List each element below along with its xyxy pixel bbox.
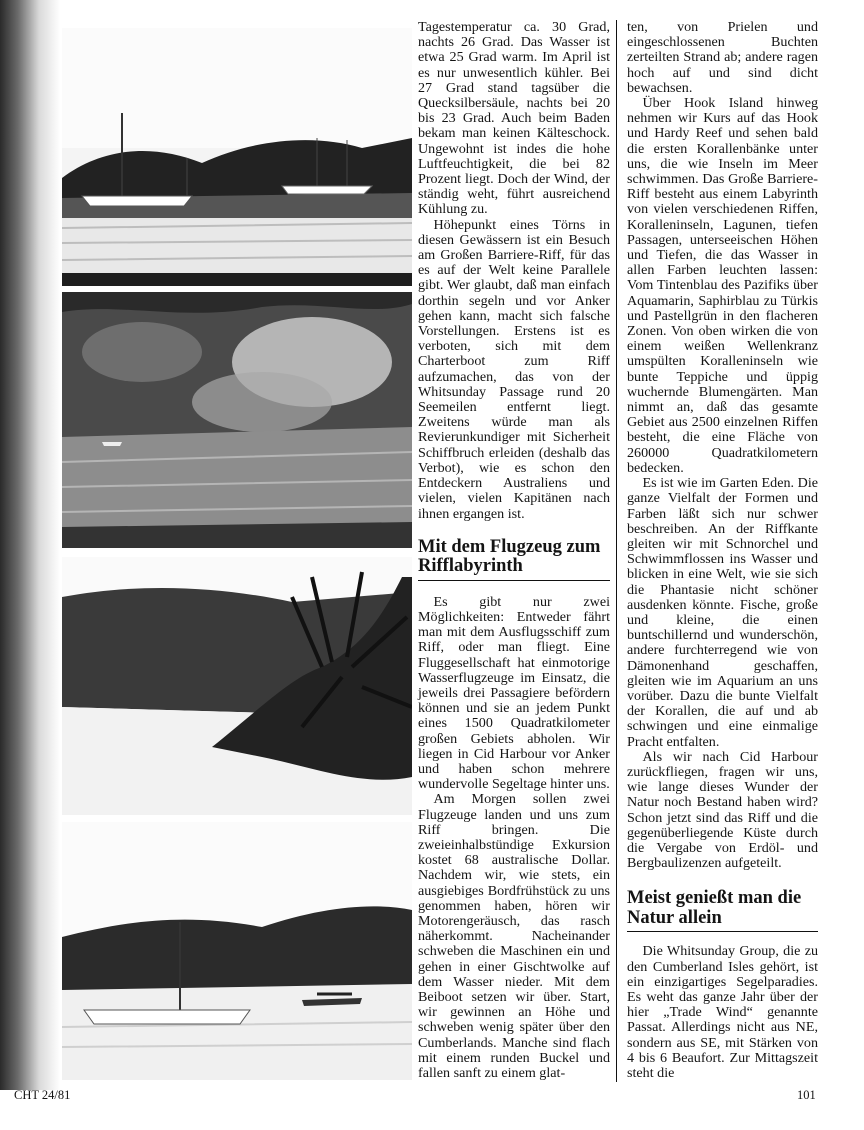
column-divider	[616, 20, 617, 1082]
section-heading: Meist genießt man die Natur allein	[627, 889, 818, 932]
paragraph: Als wir nach Cid Harbour zurückfliegen, fragen wir uns, wie lange dieses Wunder der Natur noch Bestand haben wird? Schon jetzt sind das Riff und die gegenüberliegende Küste durch die Vergabe von Erdöl- und Bergbaulizenzen aufgeteilt.	[627, 748, 818, 872]
paragraph: Über Hook Island hinweg nehmen wir Kurs auf das Hook und Hardy Reef und sehen bald die ersten Korallenbänke unter uns, die wie Inseln im Meer schwimmen. Das Große Barriere-Riff besteht aus einem Labyrinth von vielen verschiedenen Riffen, Koralleninseln, Lagunen, tiefen Passagen, unterseeischen Höhen und Tiefen, die das Wasser in allen Farben leuchten lassen: Vom Tintenblau des Pazifiks über Aquamarin, Saphirblau zu Türkis und Pastellgrün in den flacheren Zonen. Von oben wirken die von einem weißen Wellenkranz umspülten Koralleninseln wie bunte Teppiche und üppig wuchernde Blumengärten. Man nimmt an, daß das gesamte Gebiet aus 2500 einzelnen Riffen besteht, die eine Fläche von 260000 Quadratkilometern bedecken.	[627, 95, 818, 476]
paragraph: Es gibt nur zwei Möglichkeiten: Entweder fährt man mit dem Ausflugsschiff zum Riff, oder man fliegt. Eine Fluggesellschaft hat einmotorige Wasserflugzeuge im Einsatz, die jeweils drei Passagiere befördern können und sie an jedem Punkt eines 1500 Quadratkilometer großen Gebiets abholen. Wir liegen in Cid Harbour vor Anker und haben schon mehrere wundervolle Segeltage hinter uns.	[418, 593, 610, 793]
photo-anchored-yachts	[62, 28, 412, 286]
photo-yachts-seaplane	[62, 822, 412, 1080]
text-column-middle	[418, 20, 610, 1081]
paragraph: Tagestemperatur ca. 30 Grad, nachts 26 Grad. Das Wasser ist etwa 25 Grad warm. Im April ist es nur unwesentlich kühler. Bei 27 Grad stand tagsüber die Quecksilbersäule, nachts bei 20 bis 23 Grad. Auch beim Baden bekam man keinen Kälteschock. Ungewohnt ist indes die hohe Luftfeuchtigkeit, die bei 82 Prozent liegt. Doch der Wind, der ständig weht, führt ausreichend Kühlung zu.	[418, 19, 610, 218]
footer-issue-label: CHT 24/81	[14, 1088, 71, 1102]
paragraph: ten, von Prielen und eingeschlossenen Buchten zerteilten Strand ab; andere ragen hoch auf und sind dicht bewachsen.	[627, 19, 818, 96]
text-column-right	[627, 20, 818, 1081]
page-number: 101	[797, 1088, 816, 1102]
photo-palm-hillside	[62, 557, 412, 815]
photo-island-cove	[62, 292, 412, 548]
scan-edge-shadow	[0, 0, 60, 1090]
paragraph: Es ist wie im Garten Eden. Die ganze Vielfalt der Formen und Farben läßt sich nur schwer beschreiben. An der Riffkante gleiten wir mit Schnorchel und Schwimmflossen ins Wasser und blicken in eine Welt, wie sie sich die Phantasie nicht schöner ausdenken könnte. Fische, große und kleine, die einen buntschillernd und wunderschön, andere furchterregend wie von Dämonenhand geschaffen, gleiten wie im Aquarium an uns vorüber. Dazu die bunte Vielfalt der Korallen, die auf und ab schwingen und eine einmalige Pracht entfalten.	[627, 475, 818, 750]
paragraph: Höhepunkt eines Törns in diesen Gewässern ist ein Besuch am Großen Barriere-Riff, für das es auf der Welt keine Parallele gibt. Wer glaubt, daß man einfach dorthin segeln und vor Anker gehen kann, macht sich falsche Vorstellungen. Erstens ist es verboten, sich mit dem Charterboot zum Riff aufzumachen, das von der Whitsunday Passage rund 20 Seemeilen entfernt liegt. Zweitens würde man als Revierunkundiger mit Sicherheit Schiffbruch erleiden (deshalb das Verbot), wie es schon den Entdeckern Australiens und vielen, vielen Kapitänen nach ihnen ergangen ist.	[418, 216, 610, 522]
section-heading: Mit dem Flugzeug zum Rifflabyrinth	[418, 538, 610, 581]
paragraph: Am Morgen sollen zwei Flugzeuge landen und uns zum Riff bringen. Die zweieinhalbstündige Exkursion kostet 68 australische Dollar. Nachdem wir, wie stets, ein ausgiebiges Bordfrühstück zu uns genommen haben, hören wir Motorengeräusch, das rasch näherkommt. Nacheinander schweben die Maschinen ein und gehen in einer Gischtwolke auf dem Wasser nieder. Mit dem Beiboot setzen wir über. Start, wir gewinnen an Höhe und schweben wenig später über den Cumberlands. Manche sind flach mit einem runden Buckel und fallen sanft zu einem glat-	[418, 791, 610, 1081]
paragraph: Die Whitsunday Group, die zu den Cumberland Isles gehört, ist ein einzigartiges Segelparadies. Es weht das ganze Jahr über der hier „Trade Wind“ genannte Passat. Allerdings nicht aus NE, sondern aus SE, mit Stärken von 4 bis 6 Beaufort. Zur Mittagszeit steht die	[627, 943, 818, 1081]
